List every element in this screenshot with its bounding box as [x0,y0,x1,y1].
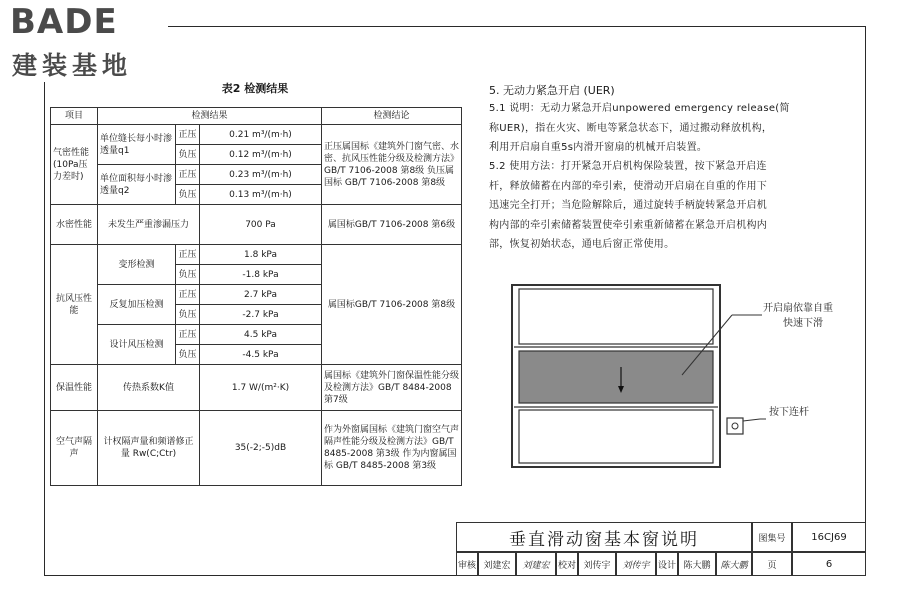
p1-line-3: 利用开启扇自重5s内滑开窗扇的机械开启装置。 [489,142,708,153]
airtight-item-2: 单位面积每小时渗透量q2 [98,165,176,205]
signature-check: 刘传宇 [616,552,656,576]
airtight-value-3: 0.23 m³/(m·h) [200,165,322,185]
name-design: 陈大鹏 [678,552,716,576]
section-title: 5. 无动力紧急开启 (UER) [489,84,615,97]
acoustic-item: 计权隔声量和频谱修正量 Rw(C;Ctr) [98,411,200,486]
atlas-label: 图集号 [752,522,792,552]
figure-label-1b: 快速下滑 [783,318,823,329]
drawing-title: 垂直滑动窗基本窗说明 [456,522,752,552]
release-lever-box [727,418,743,434]
logo-brand: BADE [10,2,118,42]
brand-logo [8,2,168,82]
wind-dir-3: 正压 [176,285,200,305]
watertight-value: 700 Pa [200,205,322,245]
wind-dir-4: 负压 [176,305,200,325]
thermal-conclusion: 属国标《建筑外门窗保温性能分级及检测方法》GB/T 8484-2008 第7级 [322,365,462,411]
role-design: 设计 [656,552,678,576]
watertight-item: 未发生严重渗漏压力 [98,205,200,245]
page-number: 6 [792,552,866,576]
wind-item-1: 变形检测 [98,245,176,285]
figure-label-2: 按下连杆 [769,407,809,418]
wind-conclusion: 属国标GB/T 7106-2008 第8级 [322,245,462,365]
name-check: 刘传宇 [578,552,616,576]
wind-dir-5: 正压 [176,325,200,345]
airtight-value-2: 0.12 m³/(m·h) [200,145,322,165]
airtight-dir-1: 正压 [176,125,200,145]
airtight-value-4: 0.13 m³/(m·h) [200,185,322,205]
wind-item-3: 设计风压检测 [98,325,176,365]
test-results-table [50,107,462,486]
airtight-dir-2: 负压 [176,145,200,165]
wind-value-3: 2.7 kPa [200,285,322,305]
p1-line-2: 称UER)，指在火灾、断电等紧急状态下，通过搬动释放机构， [489,122,773,134]
acoustic-label: 空气声隔声 [51,411,98,486]
wind-dir-6: 负压 [176,345,200,365]
thermal-item: 传热系数K值 [98,365,200,411]
p1-line-1: 5.1 说明：无动力紧急开启unpowered emergency release(简 [489,103,790,114]
p2-line-1: 5.2 使用方法：打开紧急开启机构保险装置，按下紧急开启连 [489,161,767,172]
wind-dir-1: 正压 [176,245,200,265]
header-item: 项目 [51,108,98,125]
figure-label-1a: 开启扇依靠自重 [763,303,833,314]
airtight-conclusion: 正压属国标《建筑外门窗气密、水密、抗风压性能分级及检测方法》GB/T 7106-2008 第8级 负压属国标 GB/T 7106-2008 第8级 [322,125,462,205]
wind-label: 抗风压性能 [51,245,98,365]
wind-value-2: -1.8 kPa [200,265,322,285]
leader-line-1 [682,315,732,375]
thermal-label: 保温性能 [51,365,98,411]
wind-value-4: -2.7 kPa [200,305,322,325]
airtight-dir-4: 负压 [176,185,200,205]
p2-line-2: 杆，释放储蓄在内部的牵引索，使滑动开启扇在自重的作用下 [489,180,768,192]
airtight-dir-3: 正压 [176,165,200,185]
paragraph-description [489,99,859,158]
leader-line-2 [743,419,760,421]
signature-review: 刘建宏 [516,552,556,576]
p2-line-3: 迅速完全打开；当危险解除后，通过旋转手柄旋转紧急开启机 [489,200,768,211]
header-conclusion: 检测结论 [322,108,462,125]
header-result: 检测结果 [98,108,322,125]
acoustic-conclusion: 作为外窗属国标《建筑门窗空气声隔声性能分级及检测方法》GB/T 8485-2008 第3级 作为内窗属国标 GB/T 8485-2008 第3级 [322,411,462,486]
table-title: 表2 检测结果 [221,82,289,95]
signature-design: 陈大鹏 [716,552,752,576]
wind-value-6: -4.5 kPa [200,345,322,365]
wind-value-5: 4.5 kPa [200,325,322,345]
role-check: 校对 [556,552,578,576]
wind-item-2: 反复加压检测 [98,285,176,325]
role-review: 审核 [456,552,478,576]
acoustic-value: 35(-2;-5)dB [200,411,322,486]
watertight-conclusion: 属国标GB/T 7106-2008 第6级 [322,205,462,245]
wind-value-1: 1.8 kPa [200,245,322,265]
atlas-number: 16CJ69 [792,522,866,552]
paragraph-usage [489,157,859,255]
page-label: 页 [752,552,792,576]
p2-line-4: 构内部的牵引索储蓄装置使牵引索重新储蓄在紧急开启机构内 [489,219,768,231]
wind-dir-2: 负压 [176,265,200,285]
logo-tagline: 建装基地 [12,51,133,80]
airtight-value-1: 0.21 m³/(m·h) [200,125,322,145]
watertight-label: 水密性能 [51,205,98,245]
name-review: 刘建宏 [478,552,516,576]
title-block [456,522,866,576]
thermal-value: 1.7 W/(m²·K) [200,365,322,411]
airtight-label: 气密性能(10Pa压力差时) [51,125,98,205]
airtight-item-1: 单位缝长每小时渗透量q1 [98,125,176,165]
p2-line-5: 部，恢复初始状态，通电后窗正常使用。 [489,239,675,250]
leader-lines [600,300,800,450]
